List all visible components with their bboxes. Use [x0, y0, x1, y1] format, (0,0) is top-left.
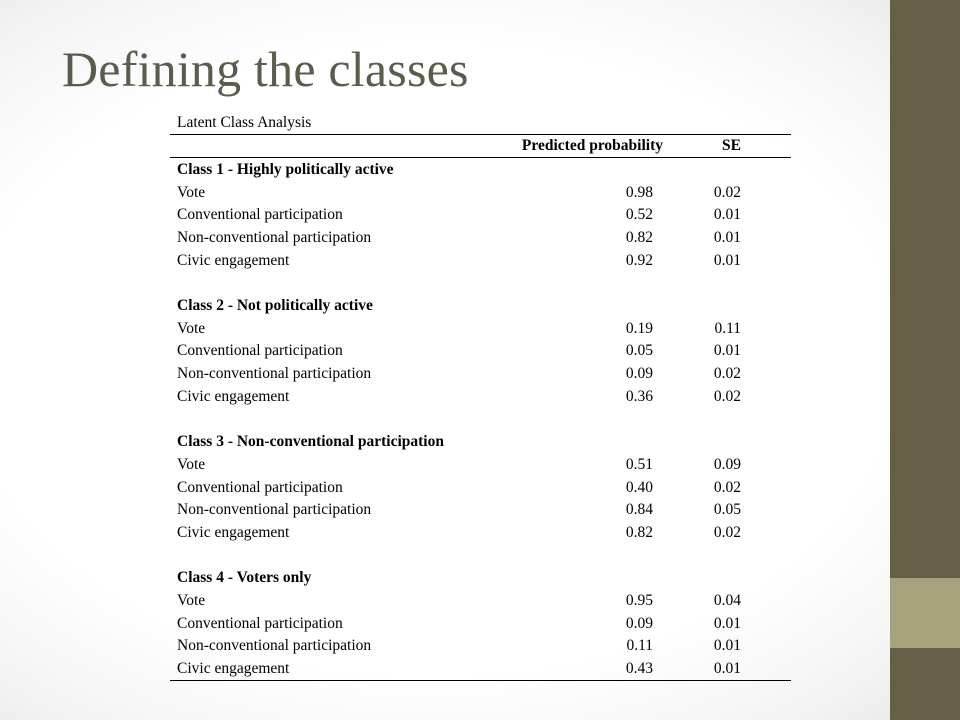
row-item-label: Civic engagement	[177, 387, 290, 405]
row-item-label: Conventional participation	[177, 206, 343, 224]
se-value: 0.04	[713, 592, 741, 610]
se-value: 0.05	[713, 501, 741, 519]
predicted-probability-value: 0.51	[625, 455, 653, 473]
table-header-row	[170, 134, 791, 158]
spacer-row	[170, 272, 791, 295]
table-row	[170, 385, 791, 408]
class-heading-row	[170, 158, 791, 181]
class-heading-row	[170, 567, 791, 590]
row-item-label: Conventional participation	[177, 342, 343, 360]
table-row	[170, 453, 791, 476]
predicted-probability-value: 0.43	[508, 658, 683, 681]
se-value: 0.02	[713, 183, 741, 201]
row-item-label: Vote	[177, 319, 206, 337]
row-item-label: Vote	[177, 455, 206, 473]
table-caption: Latent Class Analysis	[170, 111, 508, 134]
row-item-label: Vote	[177, 183, 206, 201]
se-value: 0.01	[713, 342, 741, 360]
se-value: 0.09	[713, 455, 741, 473]
table-row	[170, 363, 791, 386]
table-row	[170, 612, 791, 635]
table-row	[170, 249, 791, 272]
se-value: 0.02	[713, 478, 741, 496]
predicted-probability-value: 0.40	[625, 478, 653, 496]
predicted-probability-value: 0.09	[625, 614, 653, 632]
row-item-label: Conventional participation	[177, 614, 343, 632]
se-value: 0.11	[714, 319, 741, 337]
se-value: 0.01	[713, 251, 741, 269]
table-row	[170, 635, 791, 658]
table-row	[170, 226, 791, 249]
class-heading-row	[170, 295, 791, 318]
spacer-row	[170, 544, 791, 567]
row-item-label: Non-conventional participation	[177, 229, 372, 247]
class-heading: Class 2 - Not politically active	[177, 297, 373, 315]
se-value: 0.02	[713, 387, 741, 405]
predicted-probability-value: 0.05	[625, 342, 653, 360]
row-item-label: Civic engagement	[177, 251, 290, 269]
se-value: 0.01	[713, 206, 741, 224]
predicted-probability-value: 0.11	[626, 637, 653, 655]
predicted-probability-value: 0.95	[625, 592, 653, 610]
row-item-label: Non-conventional participation	[177, 501, 372, 519]
row-item-label: Non-conventional participation	[177, 637, 372, 655]
sidebar-accent-block	[890, 578, 960, 648]
predicted-probability-value: 0.84	[625, 501, 653, 519]
row-item-label: Conventional participation	[177, 478, 343, 496]
row-item-label: Civic engagement	[177, 523, 290, 541]
predicted-probability-value: 0.82	[625, 229, 653, 247]
se-value: 0.01	[713, 229, 741, 247]
table-row	[170, 181, 791, 204]
spacer-row	[170, 408, 791, 431]
table-body	[170, 111, 791, 681]
table-row	[170, 499, 791, 522]
class-heading: Class 1 - Highly politically active	[177, 160, 394, 178]
slide-title: Defining the classes	[62, 41, 469, 97]
se-value: 0.01	[713, 614, 741, 632]
se-value: 0.01	[713, 637, 741, 655]
class-heading: Class 4 - Voters only	[177, 569, 312, 587]
header-se: SE	[683, 134, 791, 158]
se-value: 0.02	[713, 365, 741, 383]
row-item-label: Civic engagement	[170, 658, 508, 681]
table-row	[170, 476, 791, 499]
predicted-probability-value: 0.52	[625, 206, 653, 224]
table-row	[170, 658, 791, 681]
table-row	[170, 317, 791, 340]
se-value: 0.01	[683, 658, 791, 681]
se-value: 0.02	[713, 523, 741, 541]
table-caption-row	[170, 111, 791, 134]
table-row	[170, 340, 791, 363]
table-row	[170, 204, 791, 227]
predicted-probability-value: 0.98	[625, 183, 653, 201]
class-heading: Class 3 - Non-conventional participation	[177, 433, 444, 451]
table-row	[170, 521, 791, 544]
predicted-probability-value: 0.92	[625, 251, 653, 269]
class-heading-row	[170, 431, 791, 454]
predicted-probability-value: 0.19	[625, 319, 653, 337]
latent-class-table	[170, 111, 791, 681]
predicted-probability-value: 0.09	[625, 365, 653, 383]
header-predicted-probability: Predicted probability	[508, 134, 683, 158]
predicted-probability-value: 0.82	[625, 523, 653, 541]
predicted-probability-value: 0.36	[625, 387, 653, 405]
row-item-label: Non-conventional participation	[177, 365, 372, 383]
table-row	[170, 589, 791, 612]
row-item-label: Vote	[177, 592, 206, 610]
